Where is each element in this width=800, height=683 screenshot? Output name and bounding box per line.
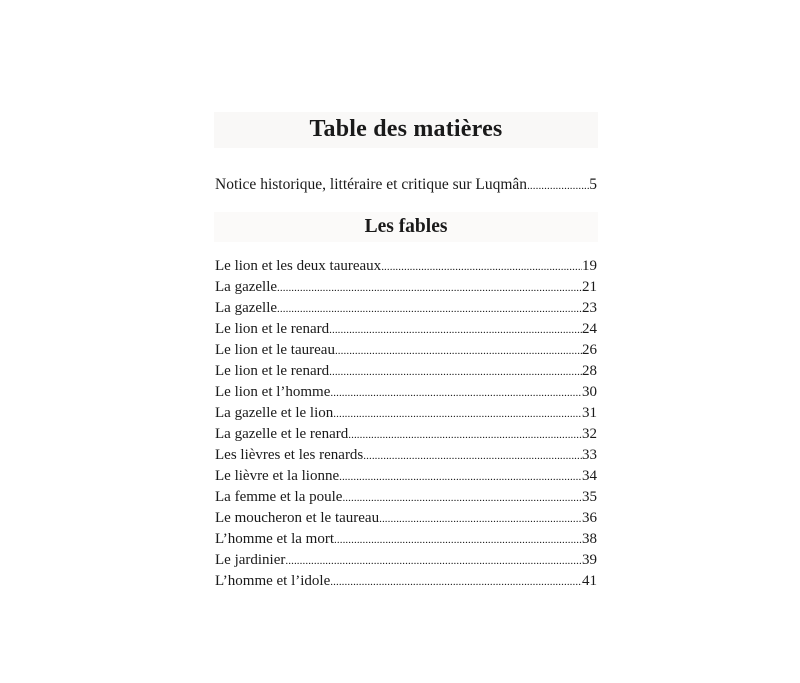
toc-entry-page: 31 bbox=[582, 405, 597, 421]
toc-entry-title: Le moucheron et le taureau bbox=[215, 510, 380, 526]
toc-entry bbox=[215, 319, 597, 340]
toc-dot-leader bbox=[363, 449, 582, 463]
toc-dot-leader bbox=[348, 428, 582, 442]
toc-entry-title: Le lion et les deux taureaux bbox=[215, 258, 382, 274]
toc-entry bbox=[215, 508, 597, 529]
toc-entry-title: L’homme et l’idole bbox=[215, 573, 331, 589]
toc-dot-leader bbox=[379, 512, 582, 526]
toc-entry-page: 26 bbox=[582, 342, 597, 358]
toc-entry bbox=[215, 361, 597, 382]
toc-entry-page: 39 bbox=[582, 552, 597, 568]
toc-entry-page: 38 bbox=[582, 531, 597, 547]
toc-entry-title: Le lion et le taureau bbox=[215, 342, 335, 358]
toc-entry bbox=[215, 277, 597, 298]
toc-entry-page: 28 bbox=[582, 363, 597, 379]
toc-dot-leader bbox=[329, 365, 582, 379]
toc-entry-page: 34 bbox=[582, 468, 597, 484]
toc-notice-page: 5 bbox=[589, 176, 597, 193]
toc-entry-title: Le lièvre et la lionne bbox=[215, 468, 340, 484]
toc-entry-page: 30 bbox=[582, 384, 597, 400]
toc-dot-leader bbox=[381, 260, 582, 274]
toc-dot-leader bbox=[527, 179, 589, 193]
toc-entry-title: La gazelle bbox=[215, 279, 278, 295]
toc-entry-page: 36 bbox=[582, 510, 597, 526]
toc-dot-leader bbox=[330, 575, 582, 589]
toc-dot-leader bbox=[330, 386, 582, 400]
toc-dot-leader bbox=[333, 407, 582, 421]
toc-entry-page: 21 bbox=[582, 279, 597, 295]
toc-entry-page: 32 bbox=[582, 426, 597, 442]
toc-dot-leader bbox=[339, 470, 582, 484]
toc-entry-title: La femme et la poule bbox=[215, 489, 343, 505]
toc-entry bbox=[215, 424, 597, 445]
toc-entry bbox=[215, 298, 597, 319]
toc-entry bbox=[215, 445, 597, 466]
toc-entry-title: L’homme et la mort bbox=[215, 531, 335, 547]
toc-dot-leader bbox=[329, 323, 582, 337]
toc-entry bbox=[215, 340, 597, 361]
page-title: Table des matières bbox=[309, 116, 503, 142]
toc-dot-leader bbox=[285, 554, 582, 568]
toc-entry-page: 33 bbox=[582, 447, 597, 463]
toc-notice-label: Notice historique, littéraire et critique sur Luqmân bbox=[215, 176, 528, 193]
toc-entry-title: Les lièvres et les renards bbox=[215, 447, 364, 463]
toc-entry-title: La gazelle bbox=[215, 300, 278, 316]
toc-entry-page: 41 bbox=[582, 573, 597, 589]
toc-entry bbox=[215, 487, 597, 508]
toc-entry bbox=[215, 403, 597, 424]
toc-entry-title: Le lion et le renard bbox=[215, 363, 330, 379]
toc-entry-title: Le lion et le renard bbox=[215, 321, 330, 337]
toc-entry-title: Le lion et l’homme bbox=[215, 384, 331, 400]
toc-entry bbox=[215, 550, 597, 571]
toc-entry-page: 24 bbox=[582, 321, 597, 337]
toc-entry-page: 35 bbox=[582, 489, 597, 505]
toc-entry bbox=[215, 571, 597, 592]
toc-dot-leader bbox=[277, 302, 582, 316]
toc-entry-title: La gazelle et le renard bbox=[215, 426, 349, 442]
toc-list bbox=[215, 256, 597, 592]
toc-entry bbox=[215, 256, 597, 277]
section-title: Les fables bbox=[364, 216, 448, 237]
toc-entry-page: 19 bbox=[582, 258, 597, 274]
toc-dot-leader bbox=[334, 533, 582, 547]
toc-dot-leader bbox=[335, 344, 582, 358]
toc-entry-title: La gazelle et le lion bbox=[215, 405, 334, 421]
toc-entry bbox=[215, 466, 597, 487]
toc-notice-row bbox=[215, 175, 597, 195]
toc-dot-leader bbox=[342, 491, 582, 505]
toc-entry bbox=[215, 529, 597, 550]
toc-entry-title: Le jardinier bbox=[215, 552, 286, 568]
toc-entry bbox=[215, 382, 597, 403]
toc-dot-leader bbox=[277, 281, 582, 295]
toc-entry-page: 23 bbox=[582, 300, 597, 316]
